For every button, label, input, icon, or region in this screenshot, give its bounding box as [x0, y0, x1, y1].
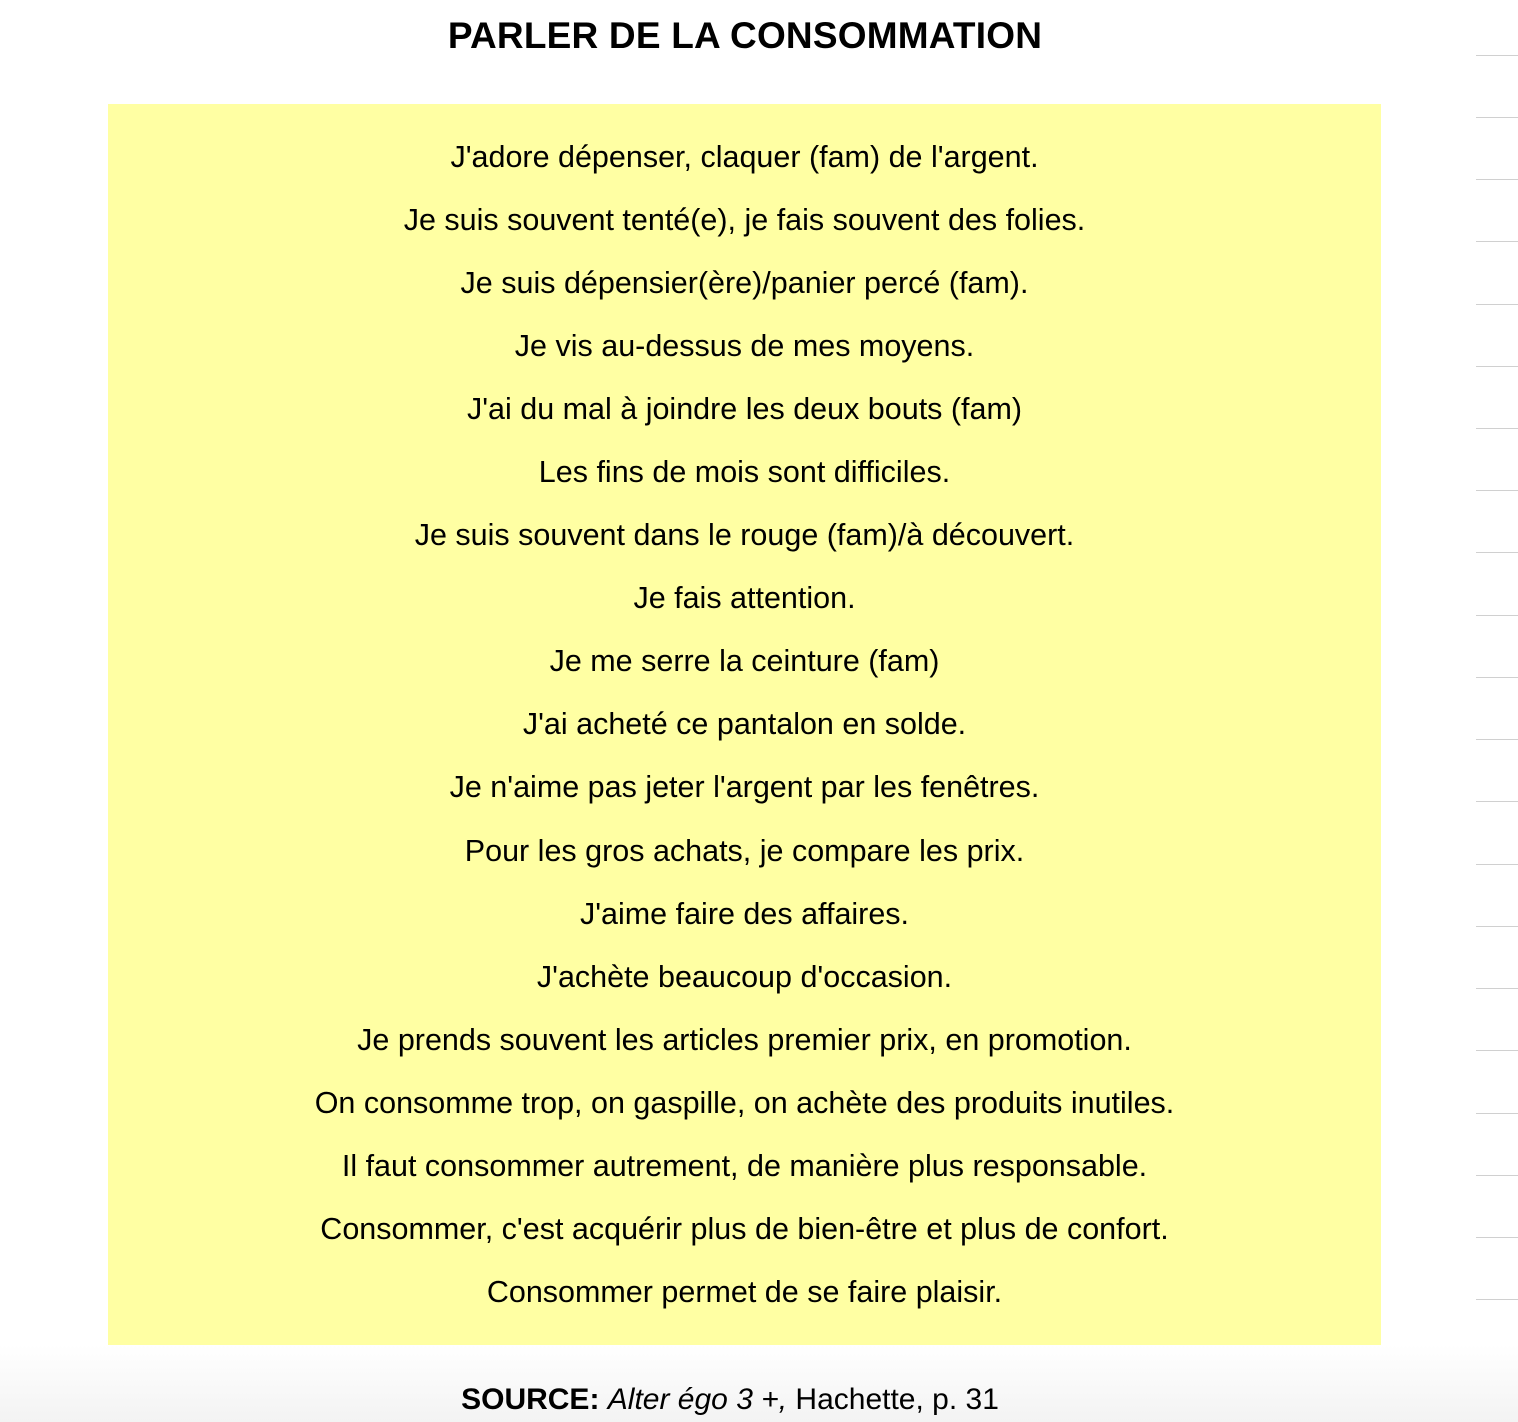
phrase-item: On consomme trop, on gaspille, on achète des produits inutiles. [314, 1085, 1175, 1120]
margin-guide-line [1476, 1237, 1518, 1238]
page-title: PARLER DE LA CONSOMMATION [447, 15, 1043, 56]
phrase-item: Les fins de mois sont difficiles. [538, 455, 951, 490]
margin-guide-line [1476, 55, 1518, 56]
phrase-item: Je vis au-dessus de mes moyens. [514, 329, 975, 364]
phrase-list [108, 136, 1381, 1334]
margin-guide-line [1476, 864, 1518, 865]
margin-guide-line [1476, 801, 1518, 802]
phrase-item: J'achète beaucoup d'occasion. [536, 959, 953, 994]
phrase-item: Je prends souvent les articles premier prix, en promotion. [357, 1022, 1132, 1057]
margin-guide-line [1476, 490, 1518, 491]
margin-guide-line [1476, 428, 1518, 429]
phrase-item: Je fais attention. [633, 581, 856, 616]
phrase-item: J'ai du mal à joindre les deux bouts (fam) [466, 392, 1023, 427]
margin-guide-line [1476, 552, 1518, 553]
source-publisher: Hachette, p. 31 [795, 1383, 999, 1416]
margin-guide-line [1476, 926, 1518, 927]
phrase-item: Il faut consommer autrement, de manière plus responsable. [341, 1148, 1148, 1183]
margin-guide-line [1476, 988, 1518, 989]
margin-guide-line [1476, 1175, 1518, 1176]
margin-guide-line [1476, 677, 1518, 678]
margin-guide-line [1476, 366, 1518, 367]
phrase-item: Je suis dépensier(ère)/panier percé (fam). [460, 266, 1029, 301]
source-citation [0, 1378, 1460, 1422]
margin-guide-line [1476, 615, 1518, 616]
margin-guide-line [1476, 1299, 1518, 1300]
margin-guide-line [1476, 117, 1518, 118]
phrase-item: Je n'aime pas jeter l'argent par les fenêtres. [449, 770, 1040, 805]
phrase-item: Je me serre la ceinture (fam) [549, 644, 940, 679]
margin-guide-line [1476, 1050, 1518, 1051]
margin-guide-line [1476, 241, 1518, 242]
phrase-item: J'aime faire des affaires. [579, 896, 910, 931]
margin-guide-line [1476, 304, 1518, 305]
phrase-item: Je suis souvent dans le rouge (fam)/à découvert. [414, 518, 1075, 553]
margin-guide-line [1476, 739, 1518, 740]
phrase-item: Consommer, c'est acquérir plus de bien-être et plus de confort. [320, 1211, 1169, 1246]
source-book-title: Alter égo 3 +, [607, 1383, 788, 1416]
phrase-panel [108, 104, 1381, 1345]
phrase-item: J'ai acheté ce pantalon en solde. [522, 707, 967, 742]
phrase-item: J'adore dépenser, claquer (fam) de l'argent. [450, 140, 1039, 174]
margin-guide-line [1476, 179, 1518, 180]
right-margin-guides [1476, 0, 1518, 1422]
phrase-item: Pour les gros achats, je compare les prix. [464, 833, 1025, 868]
phrase-item: Je suis souvent tenté(e), je fais souvent des folies. [403, 203, 1086, 238]
phrase-item: Consommer permet de se faire plaisir. [486, 1274, 1003, 1309]
margin-guide-line [1476, 1113, 1518, 1114]
source-label: SOURCE: [461, 1383, 600, 1416]
